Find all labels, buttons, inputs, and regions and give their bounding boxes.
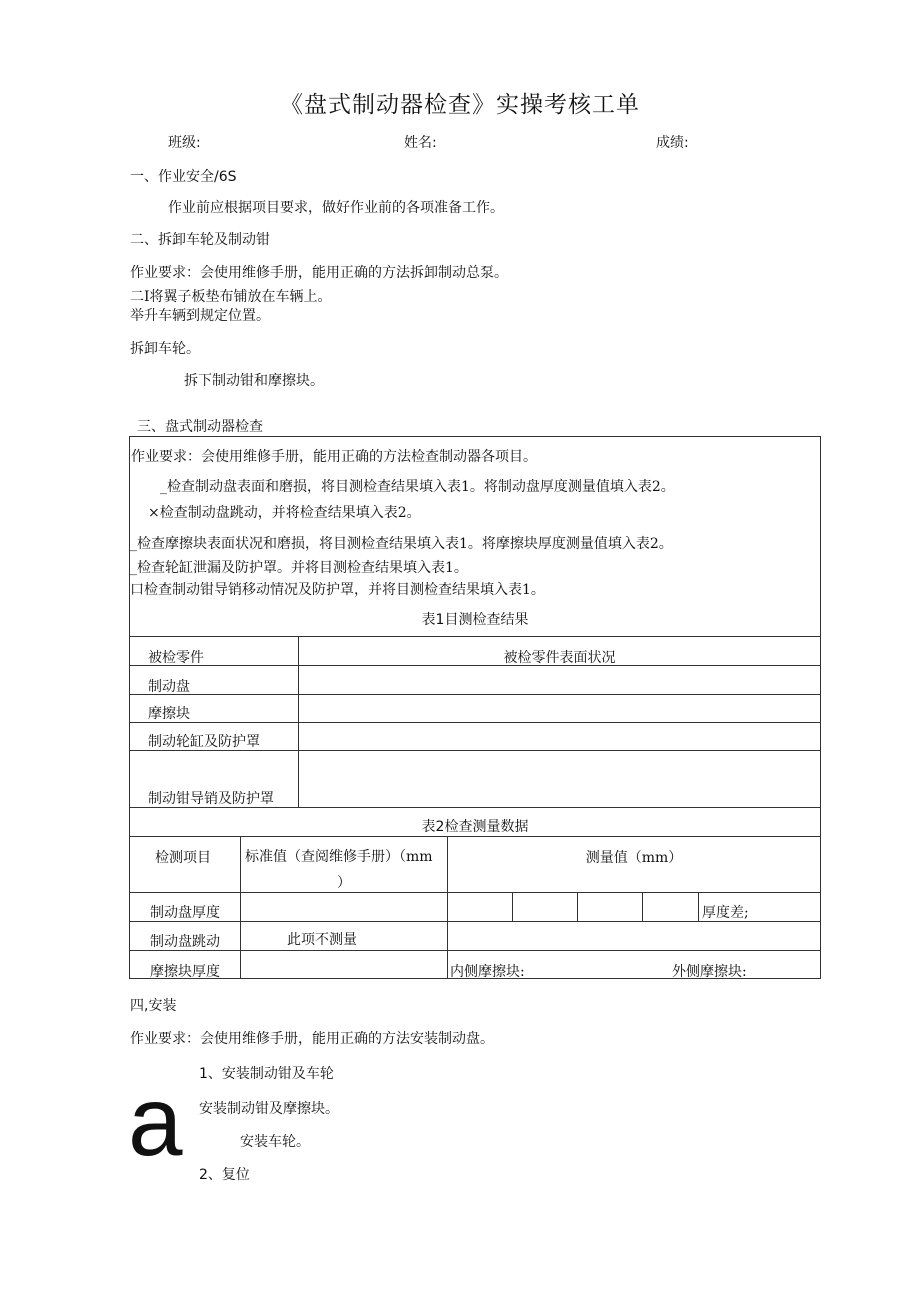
rule [642,892,643,921]
page-title: 《盘式制动器检查》实操考核工单 [280,92,640,118]
score-label: 成绩: [656,135,689,151]
section3-step: _检查摩擦块表面状况和磨损，将目测检查结果填入表1。将摩擦块厚度测量值填入表2。 [130,536,673,552]
letter-a-glyph: a [128,1066,183,1176]
table1-header-condition: 被检零件表面状况 [503,650,616,666]
table1-row-label: 摩擦块 [148,706,190,722]
table2-col-standard-end: ） [337,875,351,891]
rule [577,892,578,921]
section3-step: 口检查制动钳导销移动情况及防护罩，并将目测检查结果填入表1。 [130,582,545,598]
rule [129,950,821,951]
table1-cell-guide-pin[interactable] [300,751,820,807]
table2-title: 表2检查测量数据 [421,819,529,835]
section2-requirement: 作业要求：会使用维修手册，能用正确的方法拆卸制动总泵。 [130,265,508,281]
table1-cell-disc[interactable] [300,666,820,694]
table2-row-label: 制动盘跳动 [150,934,220,950]
table1-cell-cylinder[interactable] [300,723,820,750]
table2-row-label: 制动盘厚度 [150,905,220,921]
rule [698,892,699,921]
section3-step: ⨯检查制动盘跳动，并将检查结果填入表2。 [148,505,421,521]
table2-col-item: 检测项目 [155,850,211,866]
table2-row-label: 摩擦块厚度 [150,964,220,980]
section4-step1-a: 安装制动钳及摩擦块。 [199,1101,339,1117]
table1-row-label: 制动轮缸及防护罩 [148,734,260,750]
name-label: 姓名: [404,135,437,151]
rule [129,892,821,893]
table1-cell-pad[interactable] [300,695,820,722]
table2-inner-pad: 内侧摩擦块: [450,964,525,980]
rule [512,892,513,921]
section2-step: 二I将翼子板垫布铺放在车辆上。 [130,289,332,305]
section3-step: _检查轮缸泄漏及防护罩。并将目测检查结果填入表1。 [130,560,468,576]
table1-header-part: 被检零件 [148,650,204,666]
table2-outer-pad: 外侧摩擦块: [672,964,747,980]
table1-row-label: 制动钳导销及防护罩 [148,791,274,807]
section4-step2: 2、复位 [199,1167,250,1183]
section4-requirement: 作业要求：会使用维修手册，能用正确的方法安装制动盘。 [130,1031,494,1047]
table2-thickness-diff: 厚度差; [702,905,749,921]
section2-step: 拆下制动钳和摩擦块。 [184,373,324,389]
section4-step1-b: 安装车轮。 [240,1134,310,1150]
section4-step1: 1、安装制动钳及车轮 [199,1066,334,1082]
table1-row-label: 制动盘 [148,679,190,695]
section3-step: _检查制动盘表面和磨损，将目测检查结果填入表1。将制动盘厚度测量值填入表2。 [160,479,675,495]
rule [240,836,241,979]
section4-heading: 四,安装 [130,998,177,1014]
section3-requirement: 作业要求：会使用维修手册，能用正确的方法检查制动器各项目。 [131,449,537,465]
class-label: 班级: [168,135,201,151]
rule [129,636,821,637]
section2-heading: 二、拆卸车轮及制动钳 [130,232,270,248]
table2-col-measure: 测量值（mm） [585,850,683,866]
table2-not-measured: 此项不测量 [287,932,357,948]
section2-step: 举升车辆到规定位置。 [130,308,270,324]
section3-heading: 三、盘式制动器检查 [137,419,263,435]
rule [129,836,821,837]
section1-heading: 一、作业安全/6S [130,169,237,185]
section2-step: 拆卸车轮。 [130,341,200,357]
table1-title: 表1目测检查结果 [421,612,529,628]
section1-body: 作业前应根据项目要求，做好作业前的各项准备工作。 [168,200,504,216]
table2-col-standard: 标准值（查阅维修手册）（mm [245,849,433,865]
